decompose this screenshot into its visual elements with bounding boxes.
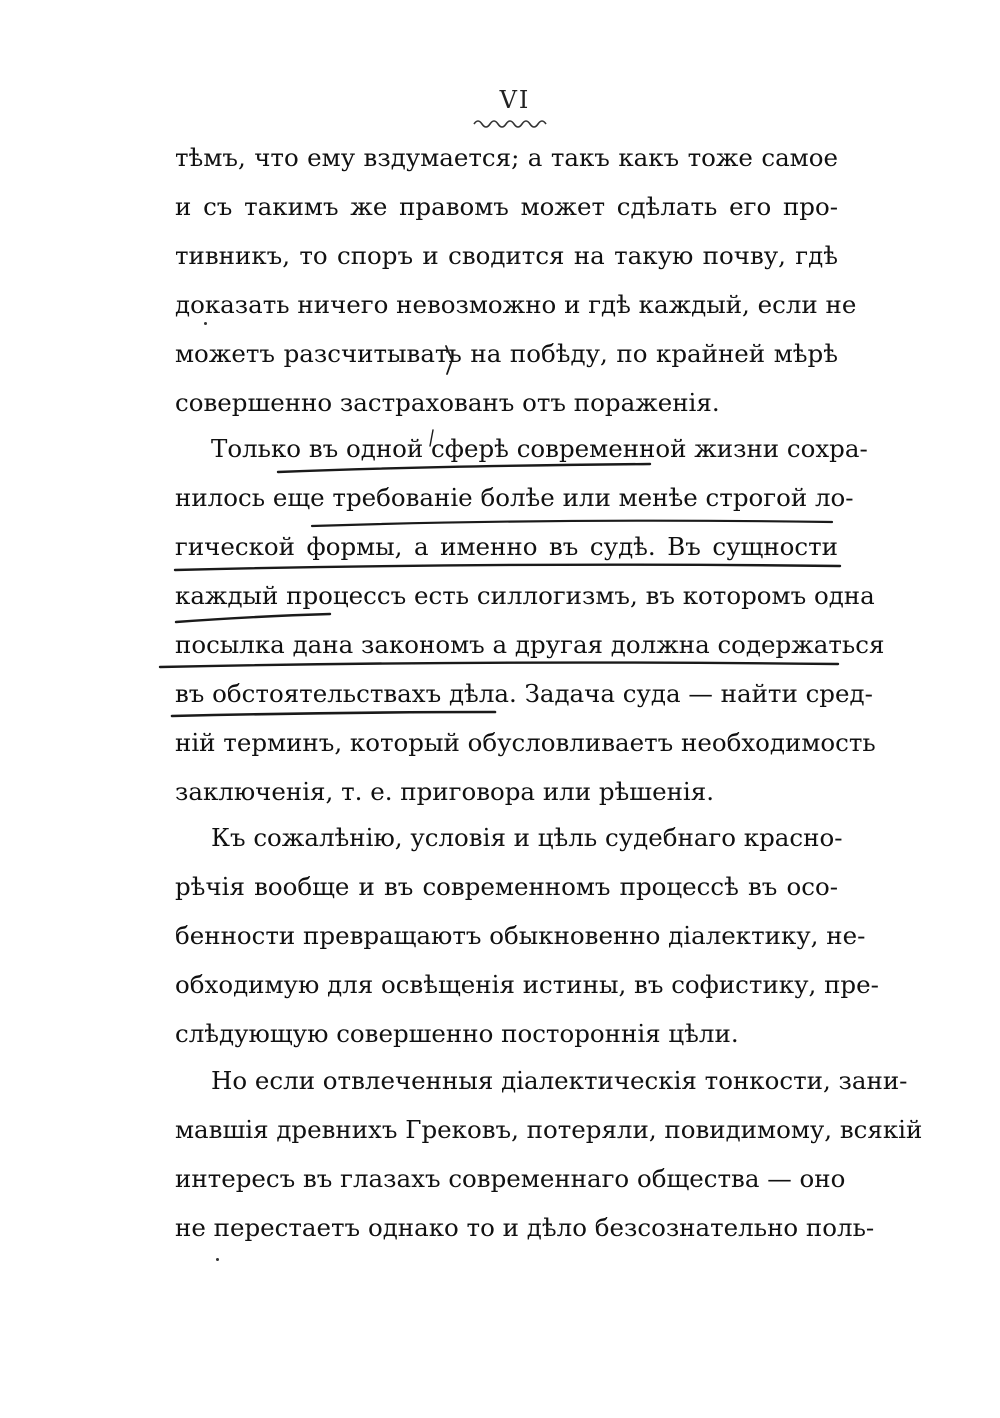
ink-speck bbox=[216, 1258, 219, 1261]
text-line: можетъ разсчитывать на побѣду, по крайней мѣрѣ bbox=[175, 339, 838, 368]
text-line: и съ такимъ же правомъ может сдѣлать его про- bbox=[175, 192, 838, 221]
text-line: Но если отвлеченныя діалектическія тонкости, зани- bbox=[211, 1066, 908, 1095]
text-line: обходимую для освѣщенія истины, въ софистику, пре- bbox=[175, 970, 879, 999]
text-line: Только въ одной сферѣ современной жизни сохра- bbox=[211, 434, 868, 463]
text-line: бенности превращаютъ обыкновенно діалектику, не- bbox=[175, 921, 866, 950]
text-line: тѣмъ, что ему вздумается; а такъ какъ тоже самое bbox=[175, 143, 838, 172]
text-line: Къ сожалѣнію, условія и цѣль судебнаго красно- bbox=[211, 823, 843, 852]
text-line: ній терминъ, который обусловливаетъ необходимость bbox=[175, 728, 876, 757]
text-line: каждый процессъ есть силлогизмъ, въ которомъ одна bbox=[175, 581, 875, 610]
text-line: слѣдующую совершенно постороннія цѣли. bbox=[175, 1019, 739, 1048]
page-number: VI bbox=[499, 86, 531, 114]
text-line: мавшія древнихъ Грековъ, потеряли, повидимому, всякій bbox=[175, 1115, 923, 1144]
text-line: гической формы, а именно въ судѣ. Въ сущности bbox=[175, 532, 838, 561]
text-line: посылка дана закономъ а другая должна содержаться bbox=[175, 630, 885, 659]
ink-speck bbox=[204, 322, 207, 325]
text-line: рѣчія вообще и въ современномъ процессѣ въ осо- bbox=[175, 872, 838, 901]
text-line: заключенія, т. е. приговора или рѣшенія. bbox=[175, 777, 714, 806]
text-line: не перестаетъ однако то и дѣло безсознательно поль- bbox=[175, 1213, 875, 1242]
underline-stroke bbox=[312, 521, 832, 526]
text-line: доказать ничего невозможно и гдѣ каждый, если не bbox=[175, 290, 857, 319]
text-line: нилось еще требованіе болѣе или менѣе строгой ло- bbox=[175, 483, 854, 512]
text-line: совершенно застрахованъ отъ пораженія. bbox=[175, 388, 720, 417]
text-line: интересъ въ глазахъ современнаго общества — оно bbox=[175, 1164, 846, 1193]
text-line: въ обстоятельствахъ дѣла. Задача суда — найти сред- bbox=[175, 679, 873, 708]
page-number-ornament bbox=[472, 116, 552, 130]
text-line: тивникъ, то споръ и сводится на такую почву, гдѣ bbox=[175, 241, 838, 270]
